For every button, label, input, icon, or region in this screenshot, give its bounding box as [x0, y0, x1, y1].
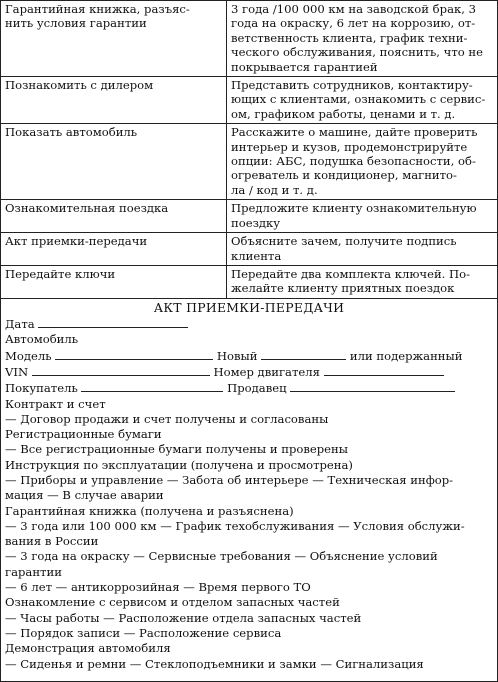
act-line: — Договор продажи и счет получены и согласованы: [5, 411, 329, 426]
steps-table: [1, 1, 497, 299]
model-blank: [55, 348, 213, 360]
seller-blank: [290, 380, 455, 392]
vin-blank: [32, 364, 210, 376]
date-blank: [38, 316, 188, 328]
buyer-blank: [81, 380, 223, 392]
act-line: гарантии: [5, 564, 62, 579]
acceptance-act: [1, 299, 497, 672]
step-row: [1, 265, 497, 298]
buyer-line: [5, 380, 493, 396]
act-line: — Часы работы — Расположение отдела запасных частей: [5, 610, 362, 625]
date-label: Дата: [5, 317, 35, 332]
step-action: Расскажите о машине, дайте проверить интерьер и кузов, продемонстрируйте опции: АБС, подушка безопасности, об- огреватель и кондиционер, магнито- ла / код и т. д.: [227, 124, 498, 200]
date-line: [5, 316, 493, 332]
act-title: АКТ ПРИЕМКИ-ПЕРЕДАЧИ: [153, 299, 345, 315]
vin-line: [5, 364, 493, 380]
act-checklist: [5, 397, 493, 672]
buyer-label: Покупатель: [5, 381, 78, 396]
act-line: Ознакомление с сервисом и отделом запасных частей: [5, 595, 340, 610]
act-line: — Все регистрационные бумаги получены и проверены: [5, 442, 349, 457]
vin-label: VIN: [5, 364, 29, 379]
step-action: Передайте два комплекта ключей. По- желайте клиенту приятных поездок: [227, 265, 498, 298]
step-name: Акт приемки-передачи: [1, 233, 227, 266]
new-blank: [261, 348, 346, 360]
act-line: — 6 лет — антикоррозийная — Время первого ТО: [5, 580, 311, 595]
used-label: или подержанный: [349, 348, 463, 363]
step-name: Гарантийная книжка, разъяс- нить условия гарантии: [1, 1, 227, 77]
act-line: — Сиденья и ремни — Стеклоподъемники и замки — Сигнализация: [5, 656, 424, 671]
act-line: — 3 года на окраску — Сервисные требования — Объяснение условий: [5, 549, 438, 564]
seller-label: Продавец: [227, 381, 287, 396]
act-line: мация — В случае аварии: [5, 488, 164, 503]
step-action: 3 года /100 000 км на заводской брак, 3 года на окраску, 6 лет на коррозию, от- ветственность клиента, график техни- ческого обслуживания, пояснить, что не покрывается гарантией: [227, 1, 498, 77]
step-row: [1, 1, 497, 77]
step-action: Предложите клиенту ознакомительную поездку: [227, 200, 498, 233]
act-line: — 3 года или 100 000 км — График техобслуживания — Условия обслужи-: [5, 518, 465, 533]
step-name: Ознакомительная поездка: [1, 200, 227, 233]
model-label: Модель: [5, 348, 52, 363]
step-row: [1, 124, 497, 200]
act-line: Гарантийная книжка (получена и разъяснена): [5, 503, 294, 518]
act-line: Демонстрация автомобиля: [5, 641, 171, 656]
engine-label: Номер двигателя: [213, 364, 320, 379]
new-label: Новый: [216, 348, 258, 363]
step-row: [1, 200, 497, 233]
act-line: Инструкция по эксплуатации (получена и просмотрена): [5, 457, 353, 472]
step-name: Показать автомобиль: [1, 124, 227, 200]
act-line: Контракт и счет: [5, 396, 106, 411]
step-row: [1, 77, 497, 124]
act-line: — Порядок записи — Расположение сервиса: [5, 625, 282, 640]
step-action: Представить сотрудников, контактиру- ющих с клиентами, ознакомить с сервис- ом, графиком работы, ценами и т. д.: [227, 77, 498, 124]
act-line: вания в России: [5, 534, 99, 549]
act-line: Регистрационные бумаги: [5, 427, 162, 442]
car-heading: Автомобиль: [5, 332, 79, 347]
engine-blank: [324, 364, 444, 376]
step-action: Объясните зачем, получите подпись клиента: [227, 233, 498, 266]
model-line: [5, 348, 493, 364]
act-line: — Приборы и управление — Забота об интерьере — Техническая инфор-: [5, 472, 454, 487]
step-name: Передайте ключи: [1, 265, 227, 298]
step-row: [1, 233, 497, 266]
step-name: Познакомить с дилером: [1, 77, 227, 124]
